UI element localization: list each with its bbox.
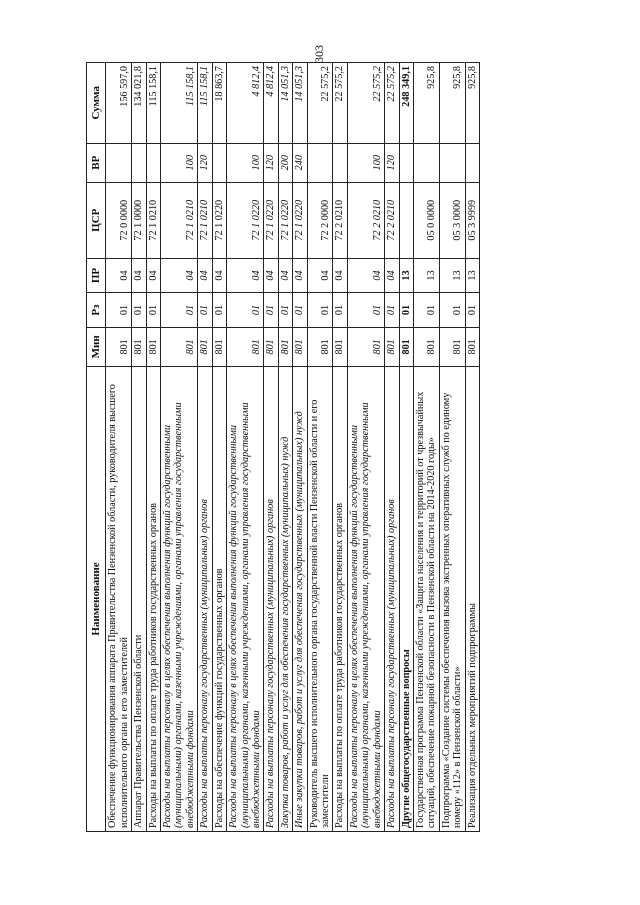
table-body (106, 63, 480, 832)
cell-rz: 01 (132, 293, 146, 328)
cell-sum: 14 051,3 (293, 63, 307, 144)
cell-min: 801 (333, 327, 347, 366)
cell-vr (333, 143, 347, 182)
cell-vr: 120 (198, 143, 212, 182)
cell-pr: 04 (212, 258, 226, 293)
table-row (385, 63, 399, 832)
cell-name: Аппарат Правительства Пензенской области (132, 366, 146, 831)
cell-vr (307, 143, 333, 182)
cell-csr: 72 1 0210 (146, 182, 160, 258)
table-header-row (87, 63, 106, 832)
cell-sum: 22 575,2 (385, 63, 399, 144)
cell-csr: 72 1 0000 (132, 182, 146, 258)
cell-vr (414, 143, 440, 182)
cell-rz: 01 (264, 293, 278, 328)
cell-csr: 72 2 0210 (333, 182, 347, 258)
header-csr: ЦСР (87, 182, 106, 258)
cell-name: Иные закупки товаров, работ и услуг для обеспечения государственных (муниципальных) нужд (293, 366, 307, 831)
table-row (227, 63, 264, 832)
cell-pr: 04 (333, 258, 347, 293)
cell-vr: 120 (385, 143, 399, 182)
cell-sum: 925,8 (414, 63, 440, 144)
table-row (278, 63, 292, 832)
cell-pr: 04 (385, 258, 399, 293)
budget-table (86, 62, 480, 832)
table-row (347, 63, 384, 832)
cell-pr: 04 (227, 258, 264, 293)
cell-csr: 72 1 0220 (212, 182, 226, 258)
cell-rz: 01 (161, 293, 198, 328)
cell-vr: 120 (264, 143, 278, 182)
cell-pr: 13 (465, 258, 479, 293)
table-row (106, 63, 132, 832)
cell-min: 801 (399, 327, 413, 366)
cell-sum: 156 597,0 (106, 63, 132, 144)
cell-sum: 925,8 (439, 63, 465, 144)
cell-name: Другие общегосударственные вопросы (399, 366, 413, 831)
cell-pr: 04 (347, 258, 384, 293)
cell-sum: 115 158,1 (198, 63, 212, 144)
cell-min: 801 (439, 327, 465, 366)
cell-csr: 72 2 0000 (307, 182, 333, 258)
cell-csr (399, 182, 413, 258)
cell-csr: 72 1 0220 (278, 182, 292, 258)
cell-name: Расходы на обеспечение функций государственных органов (212, 366, 226, 831)
cell-rz: 01 (307, 293, 333, 328)
cell-sum: 18 863,7 (212, 63, 226, 144)
cell-name: Реализация отдельных мероприятий подпрограммы (465, 366, 479, 831)
cell-rz: 01 (278, 293, 292, 328)
cell-vr (146, 143, 160, 182)
cell-name: Государственная программа Пензенской области «Защита населения и территорий от чрезвычайных ситуаций, обеспечение пожарной безопасности в Пензенской области на 2014-2020 годы» (414, 366, 440, 831)
cell-csr: 72 0 0000 (106, 182, 132, 258)
table-row (146, 63, 160, 832)
cell-rz: 01 (333, 293, 347, 328)
header-rz: Рз (87, 293, 106, 328)
cell-min: 801 (293, 327, 307, 366)
cell-sum: 925,8 (465, 63, 479, 144)
cell-name: Расходы на выплаты персоналу государственных (муниципальных) органов (198, 366, 212, 831)
cell-sum: 14 051,3 (278, 63, 292, 144)
cell-pr: 04 (146, 258, 160, 293)
header-pr: ПР (87, 258, 106, 293)
cell-pr: 13 (399, 258, 413, 293)
cell-csr: 05 0 0000 (414, 182, 440, 258)
cell-sum: 4 812,4 (227, 63, 264, 144)
table-row (333, 63, 347, 832)
cell-rz: 01 (414, 293, 440, 328)
table-row (307, 63, 333, 832)
table-row (198, 63, 212, 832)
cell-pr: 04 (278, 258, 292, 293)
cell-min: 801 (146, 327, 160, 366)
cell-name: Расходы на выплаты по оплате труда работников государственных органов (146, 366, 160, 831)
table-row (161, 63, 198, 832)
cell-vr (465, 143, 479, 182)
cell-vr: 240 (293, 143, 307, 182)
cell-sum: 115 158,1 (146, 63, 160, 144)
cell-rz: 01 (439, 293, 465, 328)
cell-vr (399, 143, 413, 182)
cell-pr: 04 (132, 258, 146, 293)
cell-name: Расходы на выплаты персоналу в целях обеспечения выполнения функций государственными (муниципальными) органами, казенными учреждениями, органами управления государственными внебюджетными фондами (227, 366, 264, 831)
table-row (414, 63, 440, 832)
cell-name: Расходы на выплаты персоналу в целях обеспечения выполнения функций государственными (муниципальными) органами, казенными учреждениями, органами управления государственными внебюджетными фондами (347, 366, 384, 831)
cell-vr: 100 (161, 143, 198, 182)
table-row (399, 63, 413, 832)
table-row (264, 63, 278, 832)
cell-name: Подпрограмма «Создание системы обеспечения вызова экстренных оперативных служб по единому номеру «112» в Пензенской области» (439, 366, 465, 831)
cell-min: 801 (385, 327, 399, 366)
cell-sum: 22 575,2 (307, 63, 333, 144)
cell-pr: 04 (106, 258, 132, 293)
cell-rz: 01 (146, 293, 160, 328)
cell-vr: 100 (227, 143, 264, 182)
header-name: Наименование (87, 366, 106, 831)
cell-pr: 04 (264, 258, 278, 293)
header-vr: ВР (87, 143, 106, 182)
cell-name: Обеспечение функционирования аппарата Правительства Пензенской области, руководителя высшего исполнительного органа и его заместителей (106, 366, 132, 831)
cell-pr: 04 (161, 258, 198, 293)
cell-rz: 01 (212, 293, 226, 328)
cell-rz: 01 (106, 293, 132, 328)
table-row (439, 63, 465, 832)
cell-csr: 72 1 0220 (227, 182, 264, 258)
cell-sum: 22 575,2 (333, 63, 347, 144)
cell-rz: 01 (399, 293, 413, 328)
cell-min: 801 (198, 327, 212, 366)
cell-min: 801 (307, 327, 333, 366)
cell-csr: 72 2 0210 (347, 182, 384, 258)
page-number-area (0, 28, 640, 63)
cell-pr: 13 (414, 258, 440, 293)
table-row (465, 63, 479, 832)
cell-min: 801 (161, 327, 198, 366)
cell-min: 801 (414, 327, 440, 366)
page-number: 303 (312, 45, 326, 63)
cell-name: Закупка товаров, работ и услуг для обеспечения государственных (муниципальных) нужд (278, 366, 292, 831)
cell-csr: 72 1 0220 (293, 182, 307, 258)
cell-name: Руководитель высшего исполнительного органа государственной власти Пензенской области и его заместители (307, 366, 333, 831)
cell-min: 801 (465, 327, 479, 366)
cell-csr: 05 3 0000 (439, 182, 465, 258)
cell-rz: 01 (465, 293, 479, 328)
cell-name: Расходы на выплаты по оплате труда работников государственных органов (333, 366, 347, 831)
cell-min: 801 (227, 327, 264, 366)
cell-vr (132, 143, 146, 182)
cell-rz: 01 (347, 293, 384, 328)
cell-name: Расходы на выплаты персоналу государственных (муниципальных) органов (264, 366, 278, 831)
cell-min: 801 (347, 327, 384, 366)
cell-csr: 72 1 0220 (264, 182, 278, 258)
cell-vr (106, 143, 132, 182)
cell-vr (439, 143, 465, 182)
cell-pr: 04 (307, 258, 333, 293)
table-row (293, 63, 307, 832)
cell-min: 801 (278, 327, 292, 366)
header-min: Мин (87, 327, 106, 366)
table-row (212, 63, 226, 832)
table-row (132, 63, 146, 832)
cell-vr: 100 (347, 143, 384, 182)
cell-csr: 72 1 0210 (198, 182, 212, 258)
cell-sum: 115 158,1 (161, 63, 198, 144)
cell-min: 801 (132, 327, 146, 366)
cell-csr: 72 2 0210 (385, 182, 399, 258)
header-sum: Сумма (87, 63, 106, 144)
budget-table-container (86, 62, 620, 832)
cell-pr: 04 (198, 258, 212, 293)
cell-pr: 13 (439, 258, 465, 293)
cell-pr: 04 (293, 258, 307, 293)
cell-name: Расходы на выплаты персоналу государственных (муниципальных) органов (385, 366, 399, 831)
cell-sum: 22 575,2 (347, 63, 384, 144)
cell-min: 801 (106, 327, 132, 366)
cell-csr: 05 3 9999 (465, 182, 479, 258)
cell-name: Расходы на выплаты персоналу в целях обеспечения выполнения функций государственными (муниципальными) органами, казенными учреждениями, органами управления государственными внебюджетными фондами (161, 366, 198, 831)
cell-min: 801 (264, 327, 278, 366)
cell-rz: 01 (198, 293, 212, 328)
cell-rz: 01 (227, 293, 264, 328)
cell-sum: 4 812,4 (264, 63, 278, 144)
cell-min: 801 (212, 327, 226, 366)
cell-sum: 134 021,8 (132, 63, 146, 144)
cell-rz: 01 (385, 293, 399, 328)
cell-sum: 248 349,1 (399, 63, 413, 144)
cell-vr: 200 (278, 143, 292, 182)
cell-csr: 72 1 0210 (161, 182, 198, 258)
cell-rz: 01 (293, 293, 307, 328)
cell-vr (212, 143, 226, 182)
